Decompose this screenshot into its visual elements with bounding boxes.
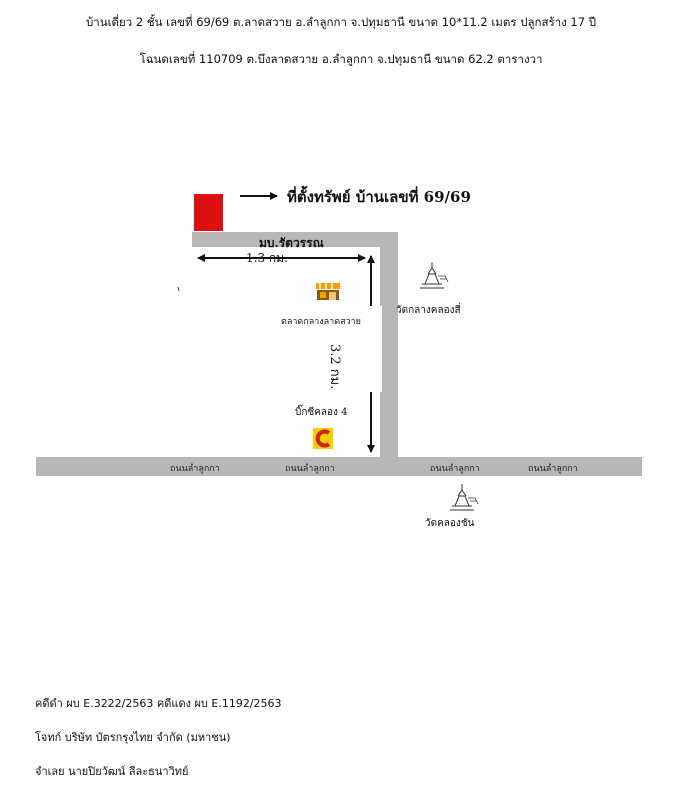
defendant-line: จำเลย นายปิยวัฒน์ ลีละธนาวิทย์	[35, 765, 189, 778]
distance-vertical-label: 3.2 กม.	[327, 344, 342, 390]
market-icon	[316, 283, 340, 300]
main-road-label: ถนนลำลูกกา	[285, 464, 335, 474]
property-marker-icon	[194, 194, 223, 231]
main-road-label: ถนนลำลูกกา	[430, 464, 480, 474]
temple-icon	[450, 484, 478, 510]
property-label: ที่ตั้งทรัพย์ บ้านเลขที่ 69/69	[287, 188, 471, 206]
main-road-label: ถนนลำลูกกา	[170, 464, 220, 474]
bigc-logo-icon	[313, 428, 333, 449]
temple-label-klang-khlong-si: วัดกลางคลองสี่	[396, 305, 461, 316]
main-road-label: ถนนลำลูกกา	[528, 464, 578, 474]
plaintiff-line: โจทก์ บริษัท บัตรกรุงไทย จำกัด (มหาชน)	[35, 731, 231, 744]
distance-horizontal-label: 1.3 กม.	[246, 251, 288, 265]
bigc-label: บิ๊กซีคลอง 4	[295, 407, 348, 418]
temple-label-khlong-chan: วัดคลองชัน	[425, 518, 475, 529]
header-line-1: บ้านเดี่ยว 2 ชั้น เลขที่ 69/69 ต.ลาดสวาย อ.ลำลูกกา จ.ปทุมธานี ขนาด 10*11.2 เมตร ปลูกสร้าง 17 ปี	[85, 15, 597, 29]
village-road-label: มบ.รัตวรรณ	[259, 236, 324, 250]
case-numbers: คดีดำ ผบ E.3222/2563 คดีแดง ผบ E.1192/2563	[35, 697, 282, 710]
header-line-2: โฉนดเลขที่ 110709 ต.บึงลาดสวาย อ.ลำลูกกา จ.ปทุมธานี ขนาด 62.2 ตารางวา	[139, 52, 543, 66]
village-road-vertical	[380, 232, 398, 458]
temple-icon	[420, 262, 448, 288]
market-label: ตลาดกลางลาดสวาย	[281, 317, 361, 327]
